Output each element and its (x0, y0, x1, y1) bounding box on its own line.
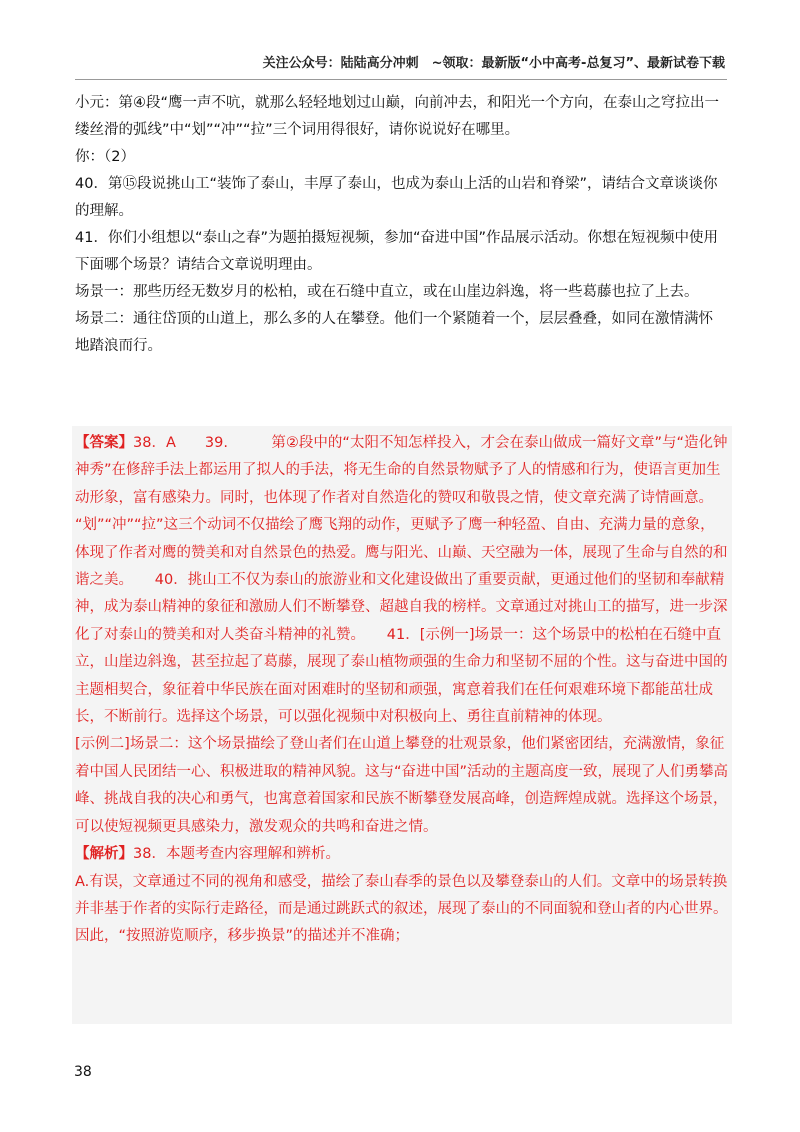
scene-one: 场景一：那些历经无数岁月的松柏，或在石缝中直立，或在山崖边斜逸，将一些葛藤也拉了上去。 (75, 284, 699, 300)
q39-prompt: 小元：第④段“鹰一声不吭，就那么轻轻地划过山巅，向前冲去，和阳光一个方向，在泰山之穹拉出一缕丝滑的弧线”中“划”“冲”“拉”三个词用得很好，请你说说好在哪里。 (75, 95, 720, 138)
analysis-paragraph-2: A.有误，文章通过不同的视角和感受，描绘了泰山春季的景色以及攀登泰山的人们。文章中的场景转换并非基于作者的实际行走路径，而是通过跳跃式的叙述，展现了泰山的不同面貌和登山者的内心世界。因此，“按照游览顺序，移步换景”的描述并不准确； (75, 873, 728, 945)
q41-text: 41．你们小组想以“泰山之春”为题拍摄短视频，参加“奋进中国”作品展示活动。你想在短视频中使用下面哪个场景？请结合文章说明理由。 (75, 230, 718, 273)
questions-section (75, 90, 727, 360)
page-header: 关注公众号：陆陆高分冲刺 ~领取：最新版“小中高考-总复习”、最新试卷下载 (262, 56, 725, 71)
analysis-paragraph-1 (75, 841, 729, 868)
header-divider (75, 79, 727, 80)
answer-box (72, 426, 732, 1024)
analysis-text-1: 38．本题考查内容理解和辨析。 (133, 846, 340, 863)
analysis-label: 【解析】 (75, 846, 133, 863)
answer-paragraph-1 (75, 430, 729, 512)
answer-paragraph-2: “划”“冲”“拉”这三个动词不仅描绘了鹰飞翔的动作，更赋予了鹰一种轻盈、自由、充满力量的意象，体现了作者对鹰的赞美和对自然景色的热爱。鹰与阳光、山巅、天空融为一体，展现了生命与自然的和谐之美。 40．挑山工不仅为泰山的旅游业和文化建设做出了重要贡献，更通过他们的坚韧和奉献精神，成为泰山精神的象征和激励人们不断攀登、超越自我的榜样。文章通过对挑山工的描写，进一步深化了对泰山的赞美和对人类奋斗精神的礼赞。 41．[示例一]场景一：这个场景中的松柏在石缝中直立，山崖边斜逸，甚至拉起了葛藤，展现了泰山植物顽强的生命力和坚韧不屈的个性。这与奋进中国的主题相契合，象征着中华民族在面对困难时的坚韧和顽强，寓意着我们在任何艰难环境下都能茁壮成长，不断前行。选择这个场景，可以强化视频中对积极向上、勇往直前精神的体现。 (75, 517, 728, 726)
scene-two: 场景二：通往岱顶的山道上，那么多的人在攀登。他们一个紧随着一个，层层叠叠，如同在激情满怀地踏浪而行。 (75, 311, 713, 354)
answer-text-1: 38．A 39. 第②段中的“太阳不知怎样投入，才会在泰山做成一篇好文章”与“造化钟神秀”在修辞手法上都运用了拟人的手法，将无生命的自然景物赋予了人的情感和行为，使语言更加生动形象，富有感染力。同时，也体现了作者对自然造化的赞叹和敬畏之情，使文章充满了诗情画意。 (75, 435, 728, 506)
answer-paragraph-3: [示例二]场景二：这个场景描绘了登山者们在山道上攀登的壮观景象，他们紧密团结，充满激情，象征着中国人民团结一心、积极进取的精神风貌。这与“奋进中国”活动的主题高度一致，展现了人们勇攀高峰、挑战自我的决心和勇气，也寓意着国家和民族不断攀登发展高峰，创造辉煌成就。选择这个场景，可以使短视频更具感染力，激发观众的共鸣和奋进之情。 (75, 736, 729, 835)
page-number: 38 (74, 1064, 92, 1080)
answer-label: 【答案】 (75, 435, 133, 451)
q39-you-line: 你：（2） (75, 149, 135, 165)
q40-text: 40．第⑮段说挑山工“装饰了泰山，丰厚了泰山，也成为泰山上活的山岩和脊梁”，请结合文章谈谈你的理解。 (75, 176, 718, 219)
